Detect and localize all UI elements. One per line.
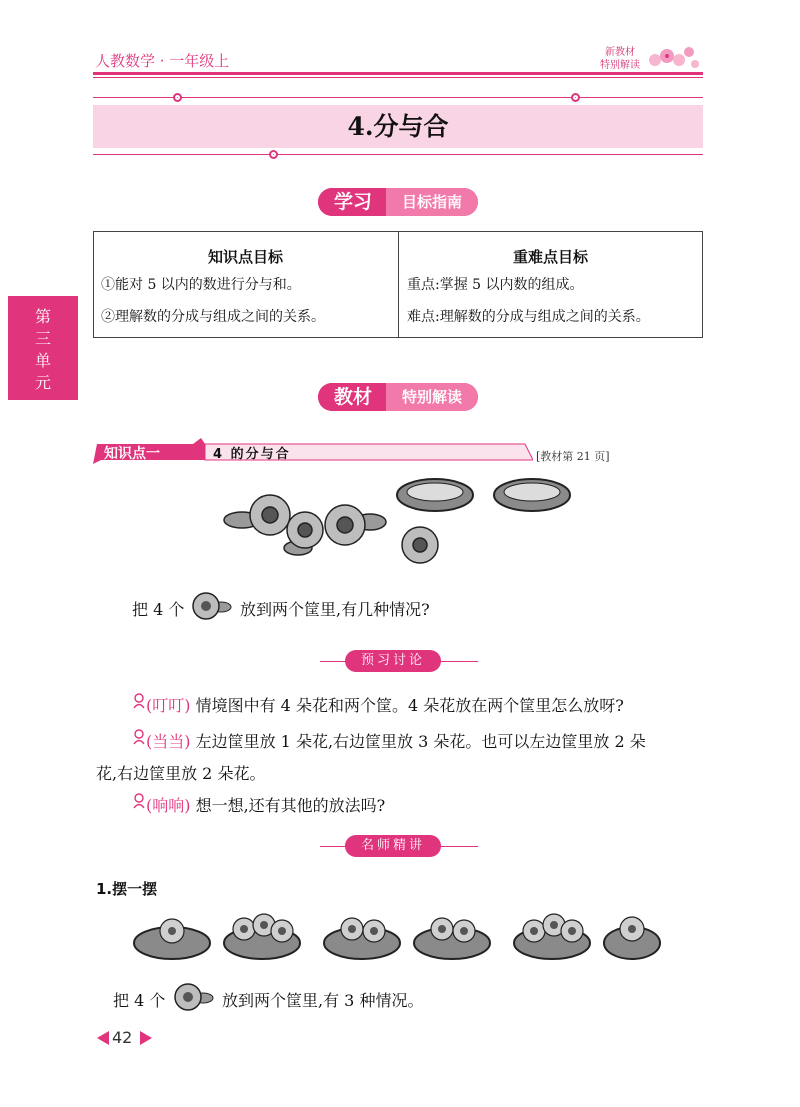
lesson-title: 4.分与合 bbox=[347, 112, 449, 141]
next-page-arrow-icon bbox=[140, 1031, 152, 1045]
discussion-pill: 预习讨论 bbox=[345, 650, 441, 672]
unit-side-tab-text: 第三单元 bbox=[34, 307, 51, 392]
kid-avatar-icon bbox=[132, 793, 146, 809]
question-suffix: 放到两个筐里,有几种情况? bbox=[240, 600, 430, 619]
section-heading: 1.摆一摆 bbox=[96, 880, 158, 898]
answer-prefix: 把 4 个 bbox=[113, 991, 166, 1010]
speaker-text: 想一想,还有其他的放法吗? bbox=[195, 796, 386, 815]
goals-banner-big: 学习 bbox=[318, 188, 388, 216]
knowledge-goals-header: 知识点目标 bbox=[207, 248, 283, 266]
page-number: 42 bbox=[112, 1028, 133, 1047]
three-arrangements-illustration bbox=[132, 905, 662, 965]
header-rule bbox=[93, 72, 703, 75]
sunflowers-and-baskets-illustration bbox=[220, 470, 580, 580]
knowledge-goal-item: ②理解数的分成与组成之间的关系。 bbox=[101, 309, 325, 325]
teacher-pill: 名师精讲 bbox=[345, 835, 441, 857]
rule-dot-icon bbox=[571, 93, 580, 102]
key-goals-header: 重难点目标 bbox=[512, 248, 588, 266]
logo-text-line2: 特别解读 bbox=[600, 60, 640, 71]
textbook-page-reference: [教材第 21 页] bbox=[536, 450, 610, 463]
key-goal-item: 难点:理解数的分成与组成之间的关系。 bbox=[407, 309, 650, 325]
book-title: 人教数学 · 一年级上 bbox=[95, 52, 230, 70]
sunflower-icon bbox=[186, 591, 232, 621]
knowledge-goal-item: ①能对 5 以内的数进行分与和。 bbox=[101, 277, 301, 293]
question-prefix: 把 4 个 bbox=[132, 600, 185, 619]
logo-text-line1: 新教材 bbox=[605, 47, 635, 58]
speaker-text: 情境图中有 4 朵花和两个筐。4 朵花放在两个筐里怎么放呀? bbox=[195, 696, 624, 715]
prev-page-arrow-icon bbox=[97, 1031, 109, 1045]
speaker-name: (叮叮) bbox=[146, 696, 191, 715]
reading-banner-big: 教材 bbox=[318, 383, 388, 411]
goals-banner bbox=[318, 188, 478, 216]
key-goal-item: 重点:掌握 5 以内数的组成。 bbox=[407, 277, 584, 293]
title-rule-bottom bbox=[93, 154, 703, 155]
discussion-line bbox=[146, 729, 646, 752]
header-rule-thin bbox=[93, 77, 703, 78]
discussion-line bbox=[146, 793, 385, 816]
sunflower-icon bbox=[168, 982, 214, 1012]
knowledge-point-title: 4 的分与合 bbox=[213, 447, 291, 462]
knowledge-point-label: 知识点一 bbox=[104, 446, 160, 462]
rule-dot-icon bbox=[269, 150, 278, 159]
title-rule-top bbox=[93, 97, 703, 98]
kid-avatar-icon bbox=[132, 693, 146, 709]
kid-avatar-icon bbox=[132, 729, 146, 745]
answer-suffix: 放到两个筐里,有 3 种情况。 bbox=[222, 991, 424, 1010]
goals-banner-small: 目标指南 bbox=[386, 188, 478, 216]
speaker-name: (响响) bbox=[146, 796, 191, 815]
discussion-line bbox=[146, 693, 624, 716]
speaker-text: 左边筐里放 1 朵花,右边筐里放 3 朵花。也可以左边筐里放 2 朵 bbox=[195, 732, 646, 751]
rule-dot-icon bbox=[173, 93, 182, 102]
speaker-name: (当当) bbox=[146, 732, 191, 751]
reading-banner bbox=[318, 383, 478, 411]
reading-banner-small: 特别解读 bbox=[386, 383, 478, 411]
discussion-line-continued: 花,右边筐里放 2 朵花。 bbox=[96, 764, 266, 783]
